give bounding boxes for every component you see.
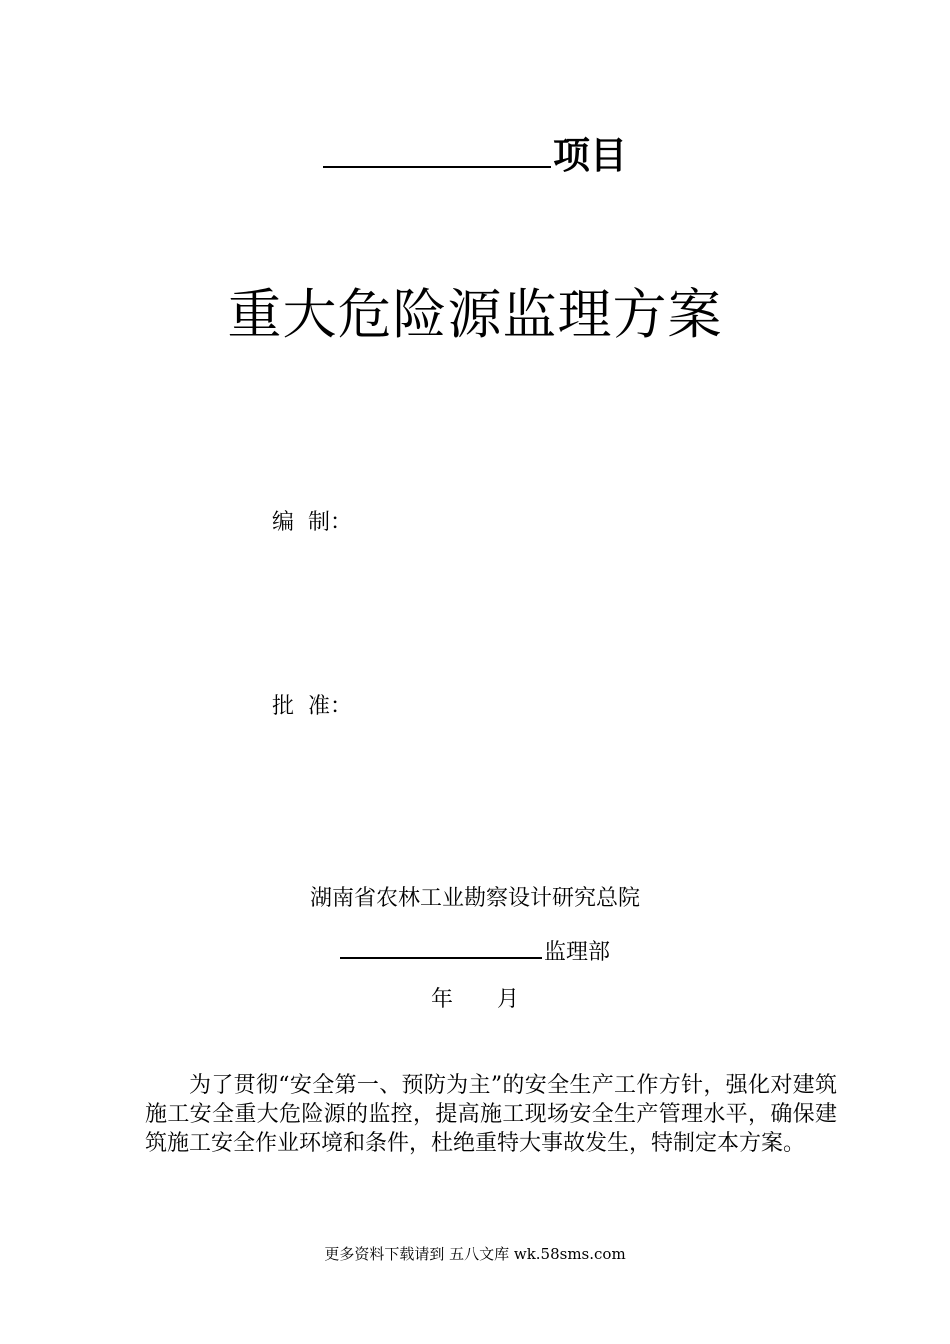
department-name-blank — [340, 933, 542, 959]
project-suffix: 项目 — [553, 134, 627, 177]
date-year: 年 — [430, 987, 453, 1012]
footer-link-text[interactable]: 更多资料下载请到 五八文库 wk.58sms.com — [324, 1245, 626, 1263]
department-line — [0, 933, 950, 969]
intro-paragraph: 为了贯彻“安全第一、预防为主”的安全生产工作方针，强化对建筑施工安全重大危险源的监控，提高施工现场安全生产管理水平，确保建筑施工安全作业环境和条件，杜绝重特大事故发生，特制定本方案。 — [145, 1073, 837, 1156]
date-month: 月 — [497, 987, 520, 1012]
project-name-line — [0, 128, 950, 180]
approver-label: 批 准： — [272, 694, 352, 719]
organization-name: 湖南省农林工业勘察设计研究总院 — [309, 886, 640, 911]
department-suffix: 监理部 — [543, 940, 610, 965]
date-line — [0, 984, 950, 1016]
editor-label: 编 制： — [272, 510, 352, 535]
document-title: 重大危险源监理方案 — [227, 283, 723, 346]
project-name-blank — [323, 128, 551, 168]
